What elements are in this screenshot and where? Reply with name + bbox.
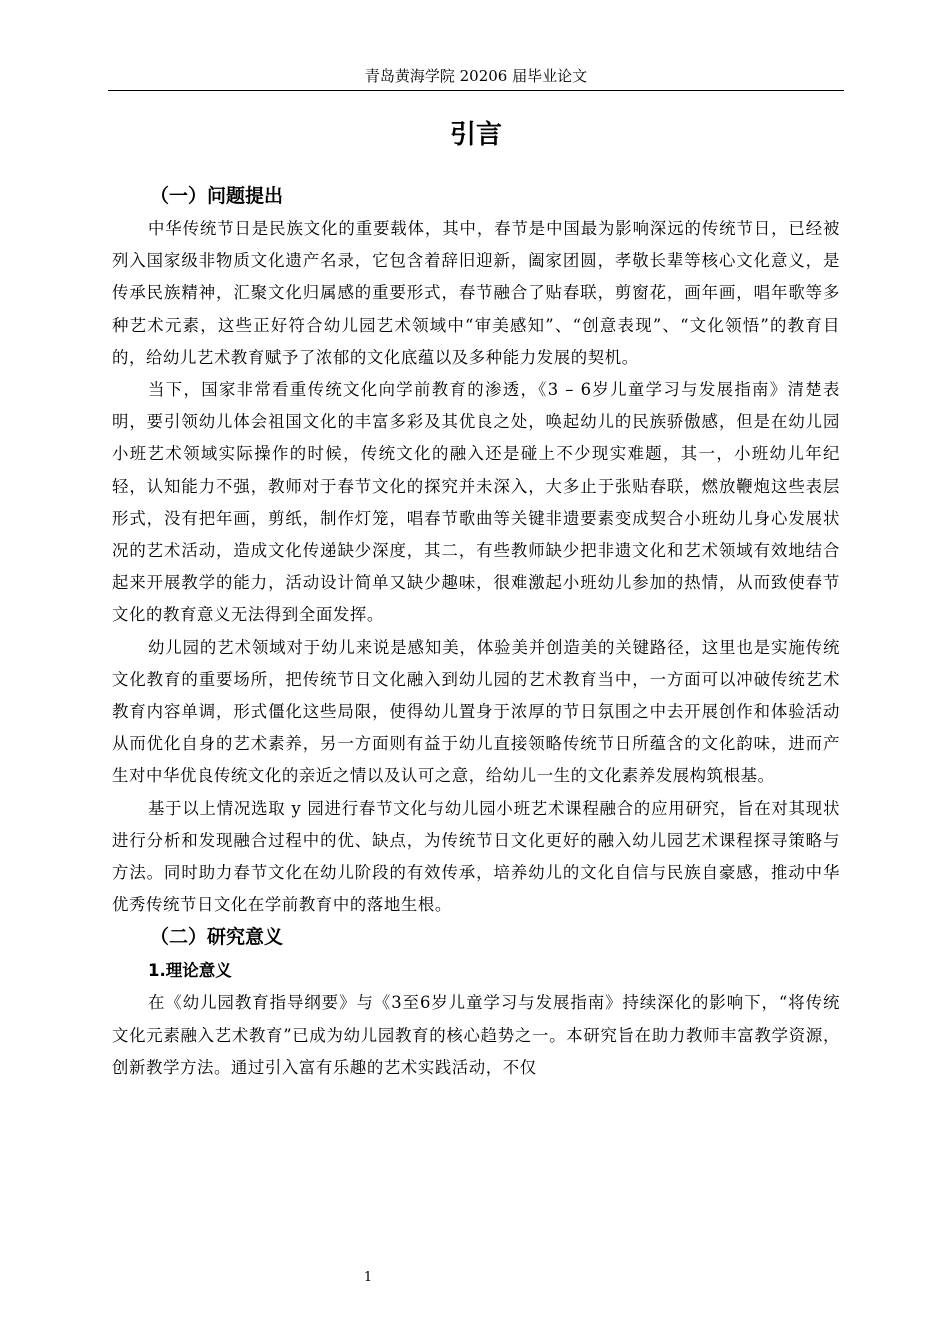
paragraph: 基于以上情况选取 y 园进行春节文化与幼儿园小班艺术课程融合的应用研究，旨在对其现状进行分析和发现融合过程中的优、缺点，为传统节日文化更好的融入幼儿园艺术课程探寻策略与方法。同时助力春节文化在幼儿阶段的有效传承，培养幼儿的文化自信与民族自豪感，推动中华优秀传统节日文化在学前教育中的落地生根。 bbox=[112, 798, 840, 915]
section-heading-significance: （二）研究意义 bbox=[150, 926, 284, 949]
paragraph: 中华传统节日是民族文化的重要载体，其中，春节是中国最为影响深远的传统节日，已经被列入国家级非物质文化遗产名录，它包含着辞旧迎新，阖家团圆，孝敬长辈等核心文化意义，是传承民族精神，汇聚文化归属感的重要形式，春节融合了贴春联，剪窗花，画年画，唱年歌等多种艺术元素，这些正好符合幼儿园艺术领域中“审美感知”、“创意表现”、“文化领悟”的教育目的，给幼儿艺术教育赋予了浓郁的文化底蕴以及多种能力发展的契机。 bbox=[112, 219, 840, 367]
section-heading-problem: （一）问题提出 bbox=[150, 185, 284, 207]
running-header: 青岛黄海学院 20206 届毕业论文 bbox=[364, 67, 588, 85]
body-text bbox=[112, 180, 840, 1084]
page-number: 1 bbox=[363, 1270, 373, 1285]
paragraph: 在《幼儿园教育指导纲要》与《3至6岁儿童学习与发展指南》持续深化的影响下，“将传统文化元素融入艺术教育”已成为幼儿园教育的核心趋势之一。本研究旨在助力教师丰富教学资源，创新教学方法。通过引入富有乐趣的艺术实践活动，不仅 bbox=[112, 993, 840, 1077]
paragraph: 当下，国家非常看重传统文化向学前教育的渗透，《3 – 6岁儿童学习与发展指南》清楚表明，要引领幼儿体会祖国文化的丰富多彩及其优良之处，唤起幼儿的民族骄傲感，但是在幼儿园小班艺术领域实际操作的时候，传统文化的融入还是碰上不少现实难题，其一，小班幼儿年纪轻，认知能力不强，教师对于春节文化的探究并未深入，大多止于张贴春联，燃放鞭炮这些表层形式，没有把年画，剪纸，制作灯笼，唱春节歌曲等关键非遗要素变成契合小班幼儿身心发展状况的艺术活动，造成文化传递缺少深度，其二，有些教师缺少把非遗文化和艺术领域有效地结合起来开展教学的能力，活动设计简单又缺少趣味，很难激起小班幼儿参加的热情，从而致使春节文化的教育意义无法得到全面发挥。 bbox=[112, 380, 840, 625]
page-title: 引言 bbox=[449, 120, 502, 150]
header-rule bbox=[108, 90, 844, 91]
sub-heading-theory: 1.理论意义 bbox=[148, 961, 232, 981]
paragraph: 幼儿园的艺术领域对于幼儿来说是感知美，体验美并创造美的关键路径，这里也是实施传统文化教育的重要场所，把传统节日文化融入到幼儿园的艺术教育当中，一方面可以冲破传统艺术教育内容单调，形式僵化这些局限，使得幼儿置身于浓厚的节日氛围之中去开展创作和体验活动从而优化自身的艺术素养，另一方面则有益于幼儿直接领略传统节日所蕴含的文化韵味，进而产生对中华优良传统文化的亲近之情以及认可之意，给幼儿一生的文化素养发展构筑根基。 bbox=[112, 637, 840, 786]
